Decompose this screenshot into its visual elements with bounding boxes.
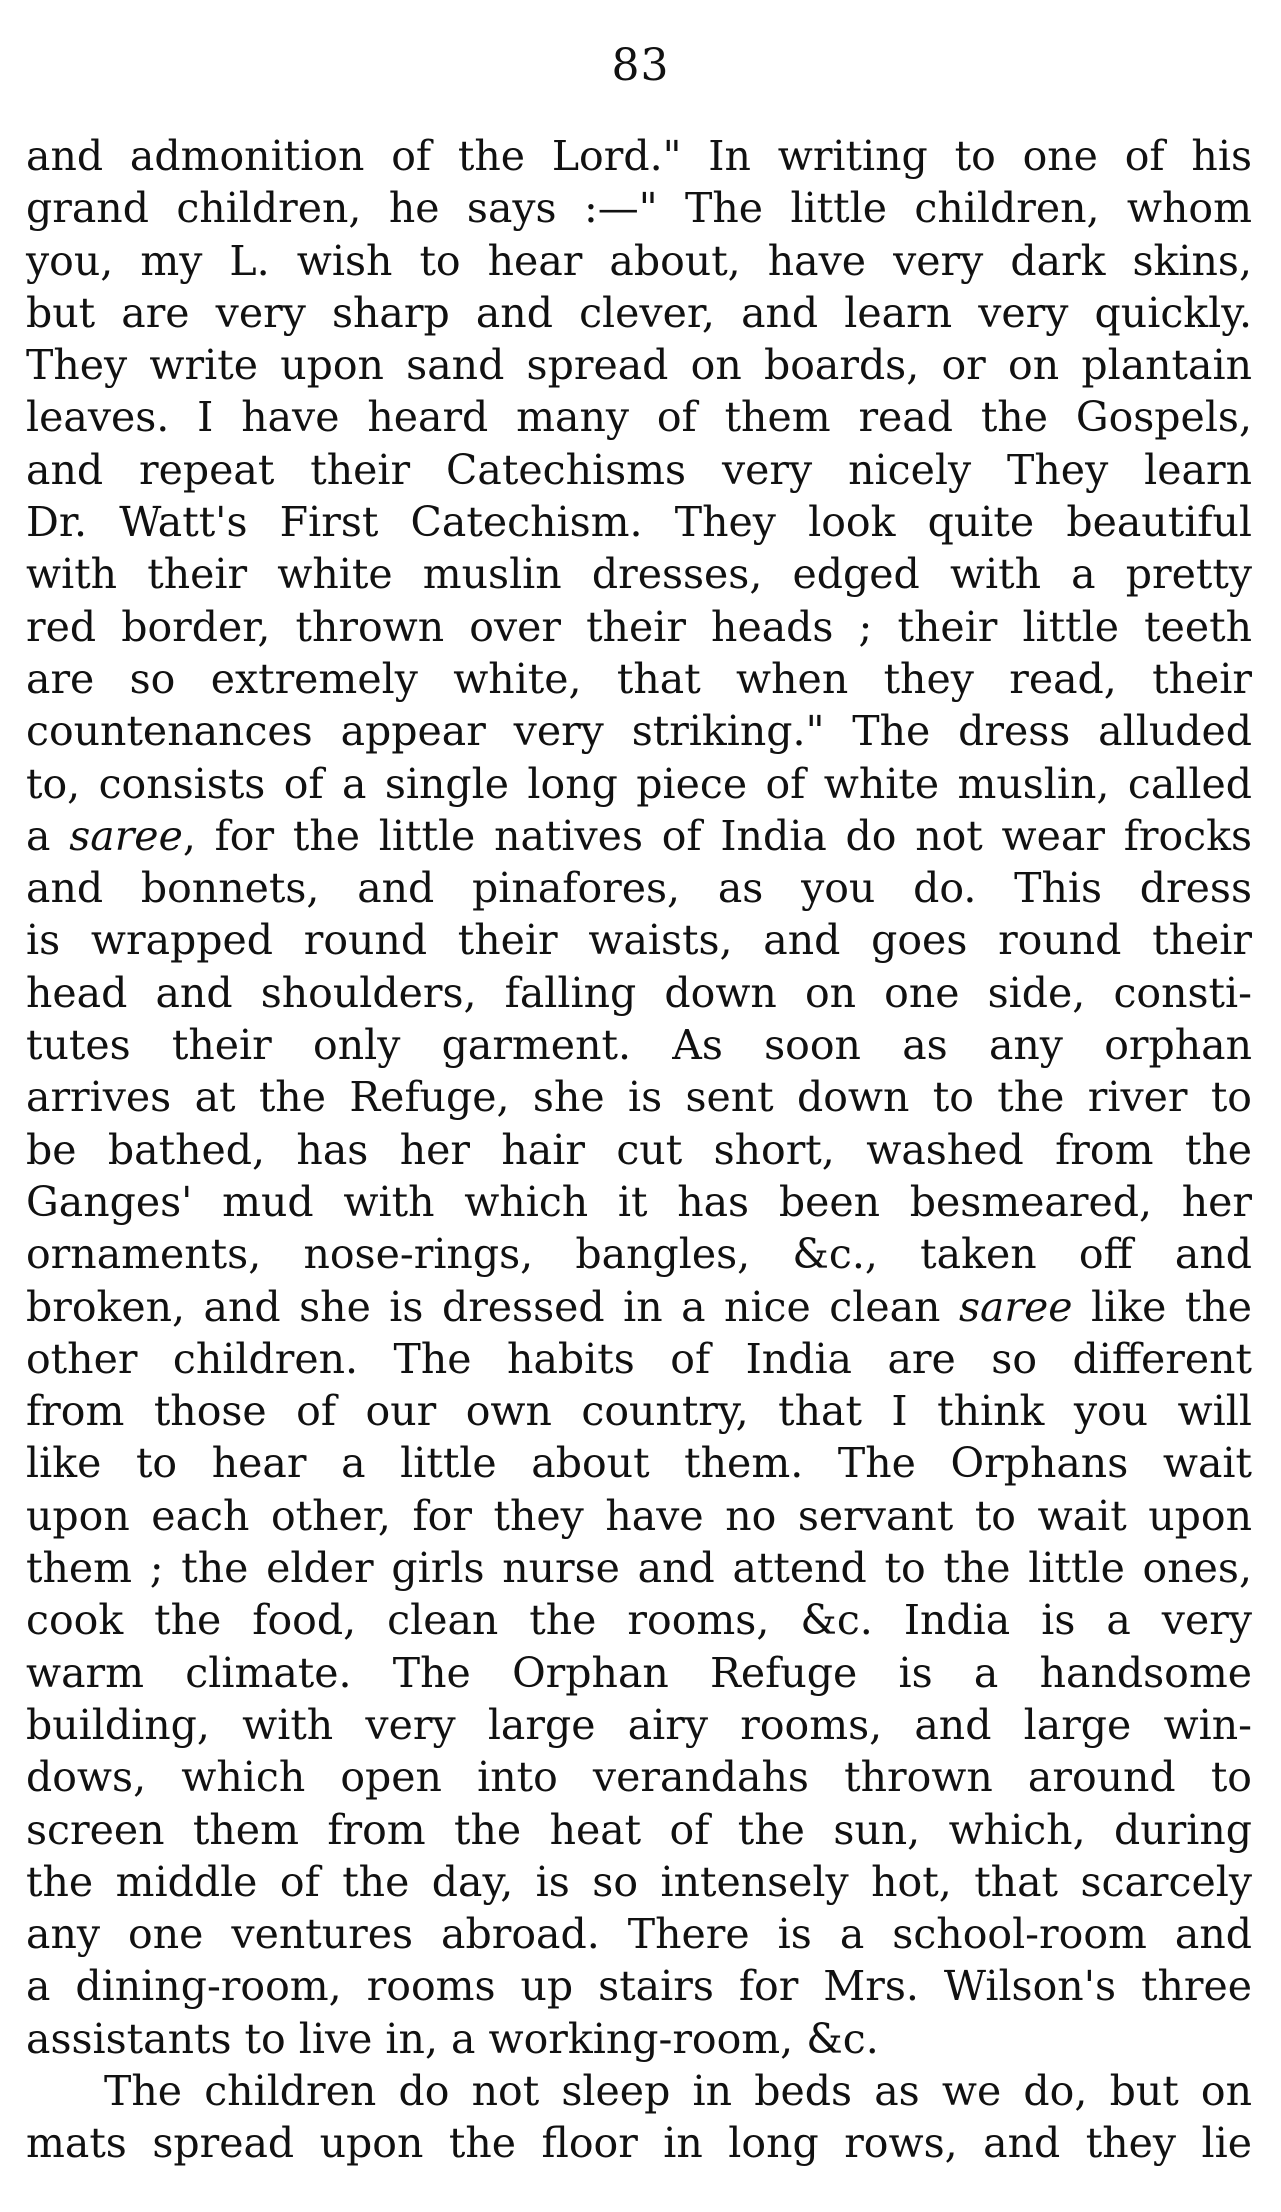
- text-line-9: with their white muslin dresses, edged with a pretty: [26, 550, 1252, 599]
- text-line-21: Ganges' mud with which it has been besmeared, her: [26, 1177, 1252, 1226]
- text-line-3: you, my L. wish to hear about, have very dark skins,: [26, 236, 1252, 285]
- text-line-16: is wrapped round their waists, and goes round their: [26, 916, 1252, 965]
- text-line-23-end: like the: [1072, 1282, 1252, 1331]
- text-line-11: are so extremely white, that when they read, their: [26, 654, 1252, 703]
- text-line-31: building, with very large airy rooms, and large win-: [26, 1700, 1252, 1749]
- text-line-33: screen them from the heat of the sun, which, during: [26, 1805, 1252, 1854]
- text-line-39: mats spread upon the floor in long rows, and they lie: [26, 2119, 1252, 2168]
- text-line-34: the middle of the day, is so intensely hot, that scarcely: [26, 1857, 1252, 1906]
- text-line-23-start: broken, and she is dressed in a nice clean: [26, 1282, 959, 1331]
- text-line-26: like to hear a little about them. The Orphans wait: [26, 1439, 1252, 1488]
- text-line-6: leaves. I have heard many of them read the Gospels,: [26, 393, 1252, 442]
- text-line-36: a dining-room, rooms up stairs for Mrs. Wilson's three: [26, 1962, 1252, 2011]
- page-number: 83: [611, 40, 670, 91]
- text-line-14-start: a: [26, 811, 70, 860]
- text-line-28: them ; the elder girls nurse and attend to the little ones,: [26, 1544, 1252, 1593]
- body-text: [26, 130, 1252, 2170]
- italic-word-saree: saree: [69, 811, 183, 860]
- text-line-32: dows, which open into verandahs thrown around to: [26, 1753, 1252, 1802]
- text-line-27: upon each other, for they have no servant to wait upon: [26, 1491, 1252, 1540]
- text-line-14-end: , for the little natives of India do not wear frocks: [182, 811, 1253, 860]
- text-line-30: warm climate. The Orphan Refuge is a handsome: [26, 1648, 1252, 1697]
- text-line-37: assistants to live in, a working-room, &c.: [26, 2014, 879, 2063]
- text-line-18: tutes their only garment. As soon as any orphan: [26, 1021, 1252, 1070]
- italic-word-saree: saree: [958, 1282, 1073, 1331]
- text-line-19: arrives at the Refuge, she is sent down to the river to: [26, 1073, 1252, 1122]
- text-line-24: other children. The habits of India are so different: [26, 1334, 1252, 1383]
- text-line-25: from those of our own country, that I think you will: [26, 1387, 1252, 1436]
- text-line-12: countenances appear very striking." The dress alluded: [26, 707, 1252, 756]
- text-line-22: ornaments, nose-rings, bangles, &c., taken off and: [26, 1230, 1252, 1279]
- text-line-20: be bathed, has her hair cut short, washed from the: [26, 1125, 1252, 1174]
- text-line-13: to, consists of a single long piece of white muslin, called: [26, 759, 1252, 808]
- text-line-7: and repeat their Catechisms very nicely They learn: [26, 445, 1252, 494]
- text-line-35: any one ventures abroad. There is a school-room and: [26, 1910, 1252, 1959]
- text-line-5: They write upon sand spread on boards, or on plantain: [26, 341, 1252, 390]
- text-line-38: The children do not sleep in beds as we do, but on: [104, 2066, 1252, 2115]
- text-line-10: red border, thrown over their heads ; their little teeth: [26, 602, 1252, 651]
- text-line-8: Dr. Watt's First Catechism. They look quite beautiful: [26, 498, 1252, 547]
- text-line-14: [26, 810, 1252, 862]
- text-line-29: cook the food, clean the rooms, &c. India is a very: [26, 1596, 1252, 1645]
- text-line-15: and bonnets, and pinafores, as you do. This dress: [26, 864, 1252, 913]
- text-line-17: head and shoulders, falling down on one side, consti-: [26, 968, 1252, 1017]
- text-line-23: [26, 1281, 1252, 1333]
- text-line-2: grand children, he says :—" The little children, whom: [26, 184, 1252, 233]
- text-line-4: but are very sharp and clever, and learn very quickly.: [26, 288, 1252, 337]
- text-line-1: and admonition of the Lord." In writing to one of his: [26, 132, 1252, 180]
